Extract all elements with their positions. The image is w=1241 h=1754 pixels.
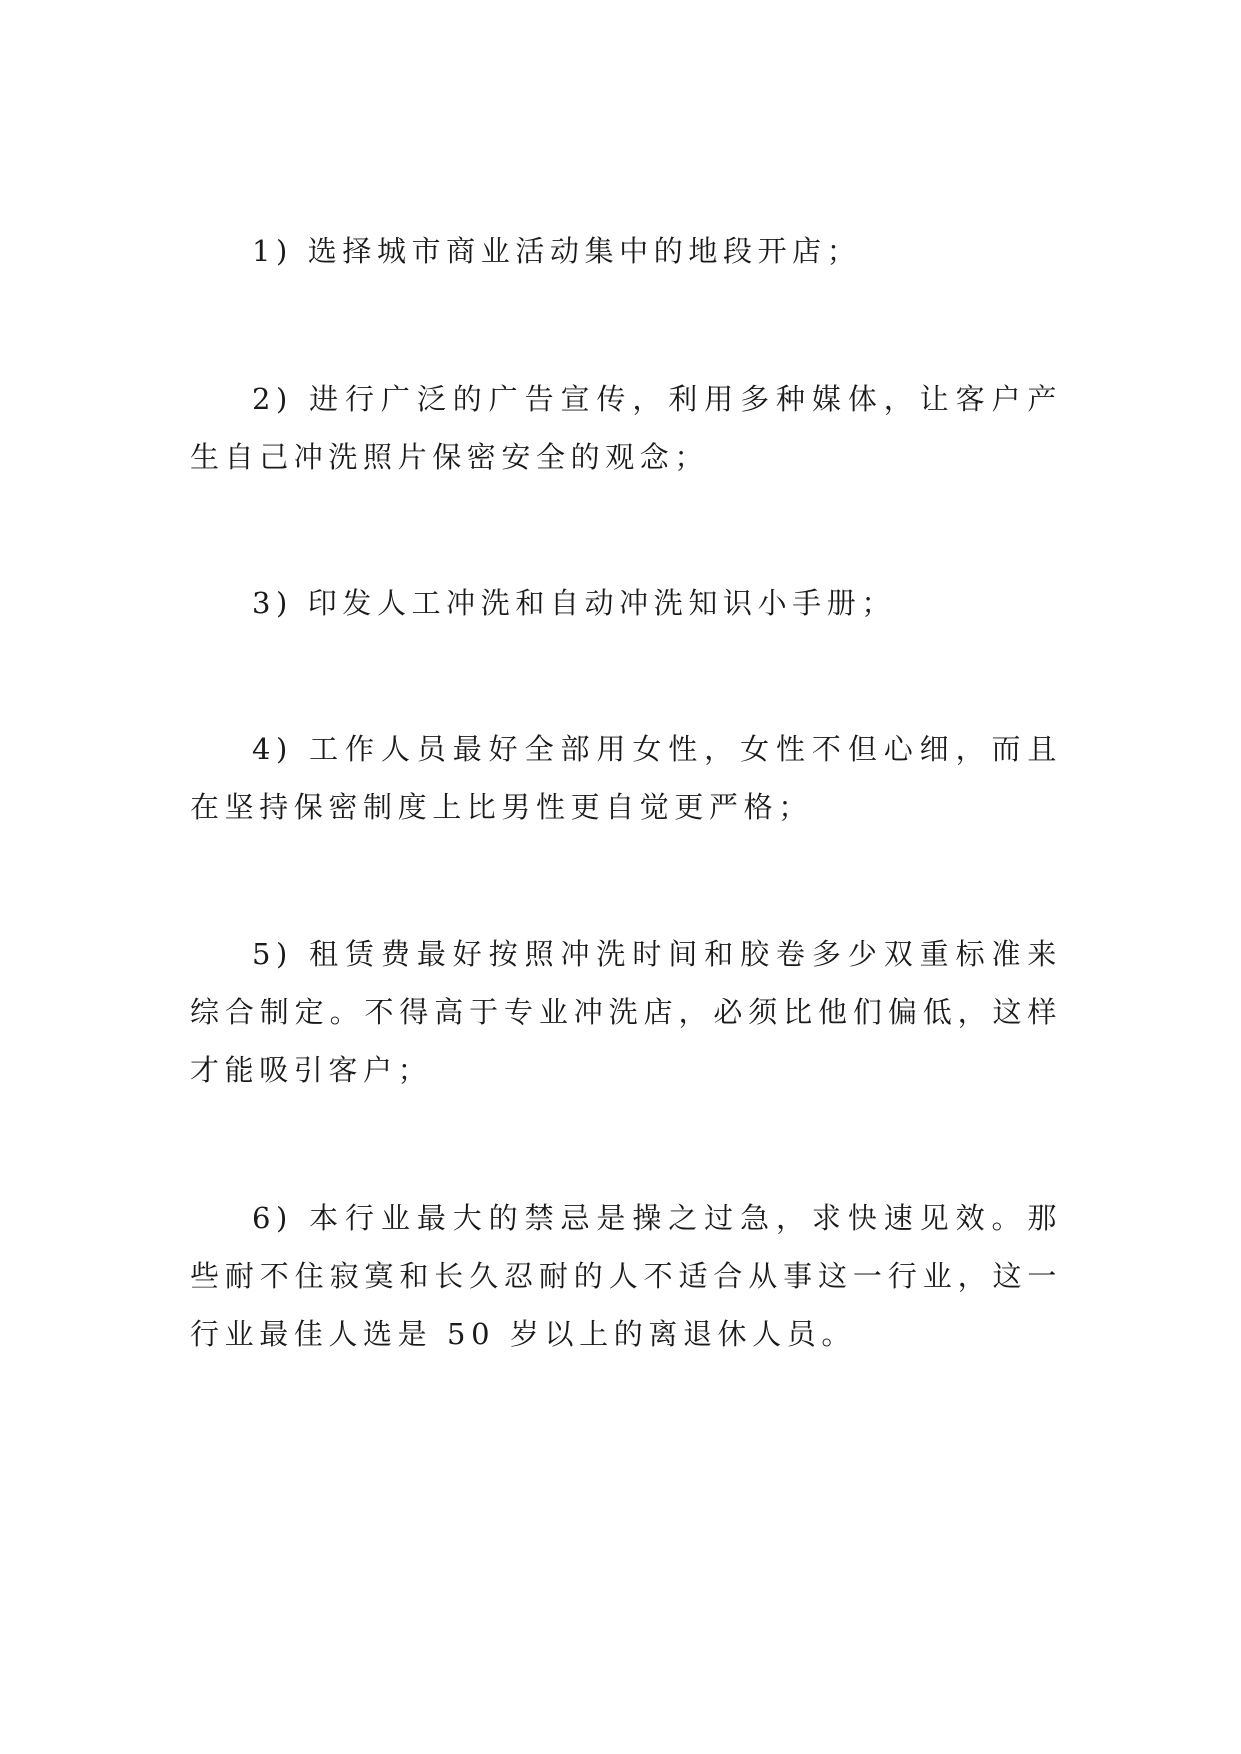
paragraph-2: 2) 进行广泛的广告宣传，利用多种媒体，让客户产生自己冲洗照片保密安全的观念；: [190, 382, 1062, 474]
paragraph-5: 5) 租赁费最好按照冲洗时间和胶卷多少双重标准来综合制定。不得高于专业冲洗店，必须比他们偏低，这样才能吸引客户；: [190, 937, 1062, 1087]
paragraph-4: 4) 工作人员最好全部用女性，女性不但心细，而且在坚持保密制度上比男性更自觉更严格；: [190, 732, 1062, 824]
paragraph-3: 3) 印发人工冲洗和自动冲洗知识小手册；: [252, 586, 896, 620]
paragraph-6: 6) 本行业最大的禁忌是操之过急，求快速见效。那些耐不住寂寞和长久忍耐的人不适合从事这一行业，这一行业最佳人选是 50 岁以上的离退休人员。: [190, 1201, 1062, 1351]
paragraph-1: 1) 选择城市商业活动集中的地段开店；: [252, 234, 862, 268]
document-body: [190, 222, 1062, 1453]
